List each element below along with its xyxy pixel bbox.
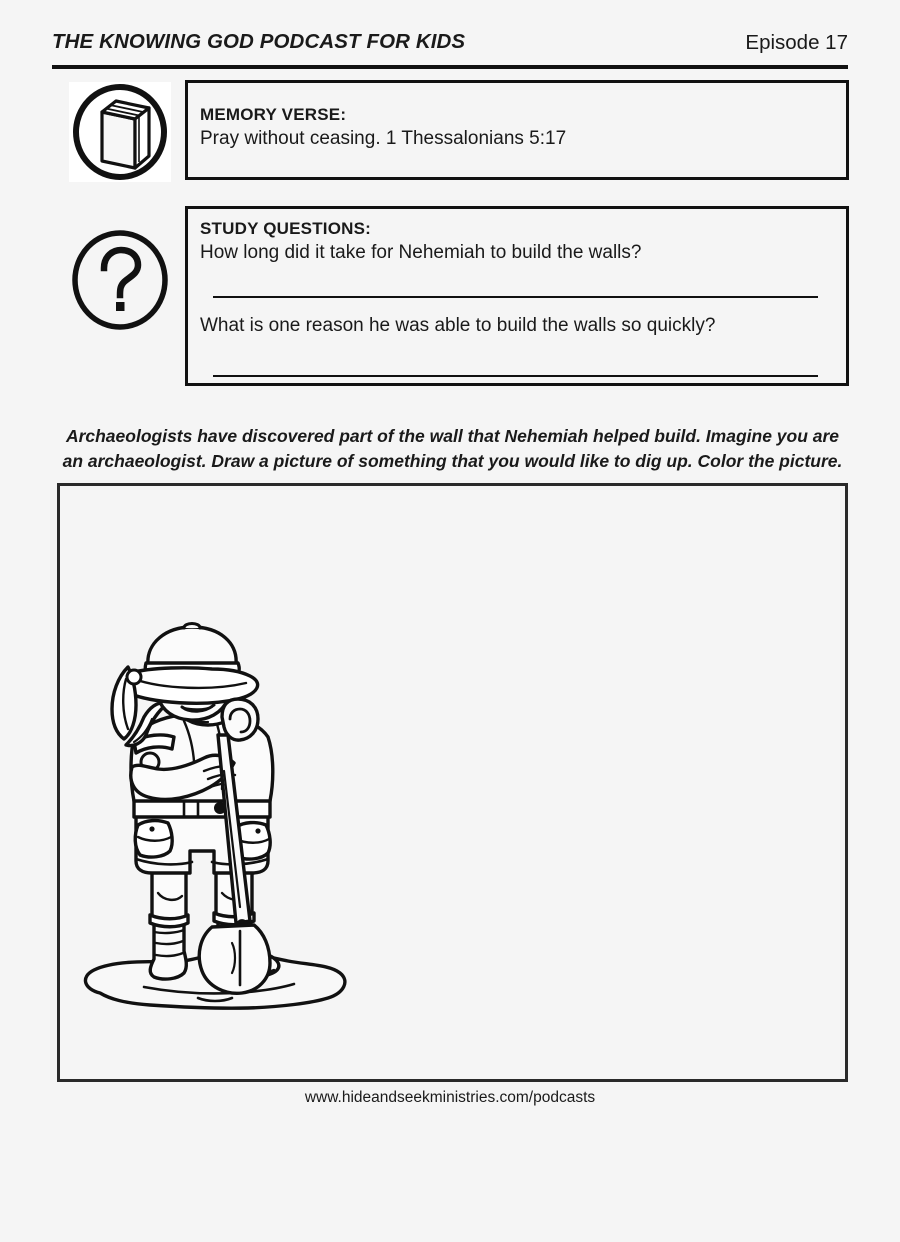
answer-line-2[interactable] xyxy=(213,375,818,377)
question-mark-icon xyxy=(69,229,171,331)
answer-line-1[interactable] xyxy=(213,296,818,298)
page-header xyxy=(52,30,848,70)
study-questions-heading: STUDY QUESTIONS: xyxy=(200,219,372,238)
study-questions-box xyxy=(185,206,849,386)
memory-verse-text: Pray without ceasing. 1 Thessalonians 5:17 xyxy=(200,128,567,149)
study-question-2: What is one reason he was able to build the walls so quickly? xyxy=(200,315,716,336)
footer-url[interactable]: www.hideandseekministries.com/podcasts xyxy=(304,1089,596,1106)
drawing-area[interactable] xyxy=(57,483,848,1082)
episode-label: Episode 17 xyxy=(745,31,848,54)
memory-verse-heading: MEMORY VERSE: xyxy=(200,105,347,124)
archaeologist-boy-with-shovel-icon xyxy=(72,621,362,1061)
book-icon xyxy=(69,82,171,182)
page-title: THE KNOWING GOD PODCAST FOR KIDS xyxy=(52,30,466,53)
memory-verse-box xyxy=(185,80,849,180)
study-question-1: How long did it take for Nehemiah to build the walls? xyxy=(200,242,642,263)
header-divider xyxy=(52,65,848,69)
activity-instruction: Archaeologists have discovered part of the wall that Nehemiah helped build. Imagine you are an archaeologist. Draw a picture of something that you would like to dig up. Color the picture. xyxy=(62,426,843,471)
